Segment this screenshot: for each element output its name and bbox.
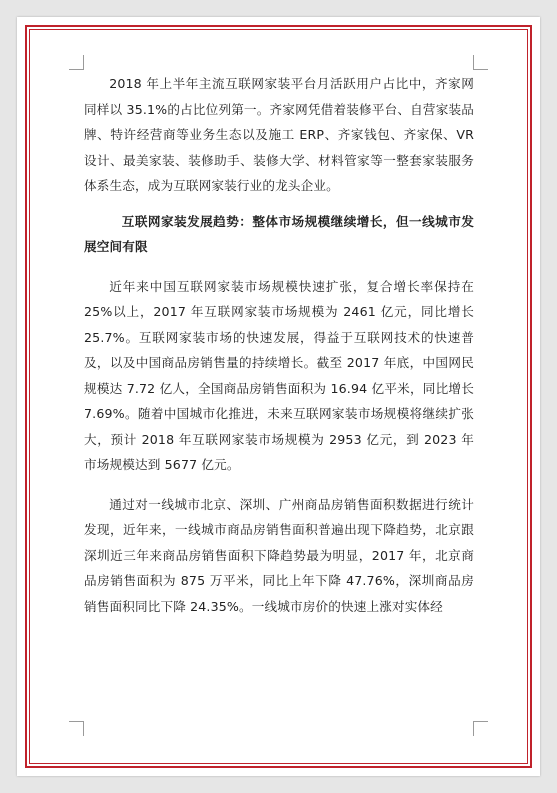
- paragraph-tier1-cities: 通过对一线城市北京、深圳、广州商品房销售面积数据进行统计发现，近年来，一线城市商品房销售面积普遍出现下降趋势，北京跟深圳近三年来商品房销售面积下降趋势最为明显，2017 年，北京商品房销售面积为 875 万平米，同比上年下降 47.76%，深圳商品房销售面积同比下降 24.35%。一线城市房价的快速上涨对实体经: [84, 496, 474, 614]
- crop-mark-bottom-left: [69, 721, 84, 736]
- paragraph-market-scale: 近年来中国互联网家装市场规模快速扩张，复合增长率保持在 25%以上，2017 年互联网家装市场规模为 2461 亿元，同比增长 25.7%。互联网家装市场的快速发展，得益于互联网技术的快速普及，以及中国商品房销售量的持续增长。截至 2017 年底，中国网民规模达 7.72 亿人，全国商品房销售面积为 16.94 亿平米，同比增长 7.69%。随着中国城市化推进，未来互联网家装市场规模将继续扩张大，预计 2018 年互联网家装市场规模为 2953 亿元，到 2023 年市场规模达到 5677 亿元。: [84, 278, 474, 472]
- crop-mark-bottom-right: [473, 721, 488, 736]
- document-body: [84, 71, 474, 619]
- crop-mark-top-left: [69, 55, 84, 70]
- section-heading: 互联网家装发展趋势：整体市场规模继续增长，但一线城市发展空间有限: [84, 213, 474, 254]
- crop-mark-top-right: [473, 55, 488, 70]
- document-page: [17, 17, 540, 776]
- paragraph-market-share: 2018 年上半年主流互联网家装平台月活跃用户占比中，齐家网同样以 35.1%的占比位列第一。齐家网凭借着装修平台、自营家装品牌、特许经营商等业务生态以及施工 ERP、齐家钱包、齐家保、VR 设计、最美家装、装修助手、装修大学、材料管家等一整套家装服务体系生态，成为互联网家装行业的龙头企业。: [84, 76, 474, 193]
